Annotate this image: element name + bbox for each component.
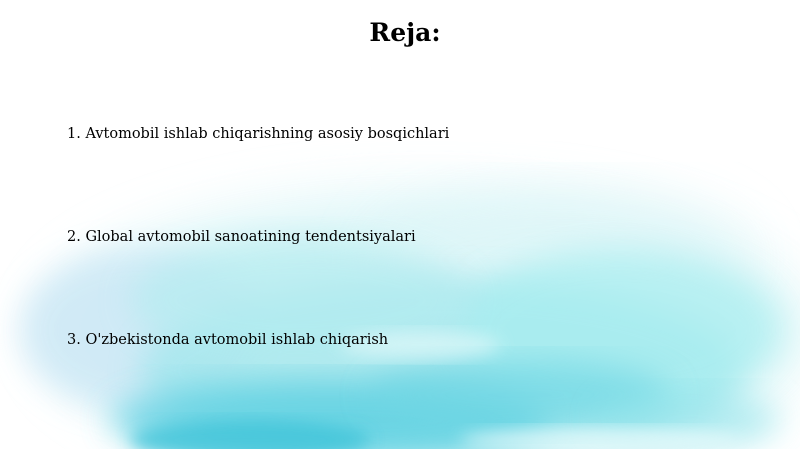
plan-item-2: 2. Global avtomobil sanoatining tendentsiyalari <box>67 229 416 245</box>
plan-item-1: 1. Avtomobil ishlab chiqarishning asosiy bosqichlari <box>67 126 450 142</box>
slide-title: Reja: <box>369 18 441 47</box>
plan-item-3: 3. O'zbekistonda avtomobil ishlab chiqarish <box>67 332 389 348</box>
